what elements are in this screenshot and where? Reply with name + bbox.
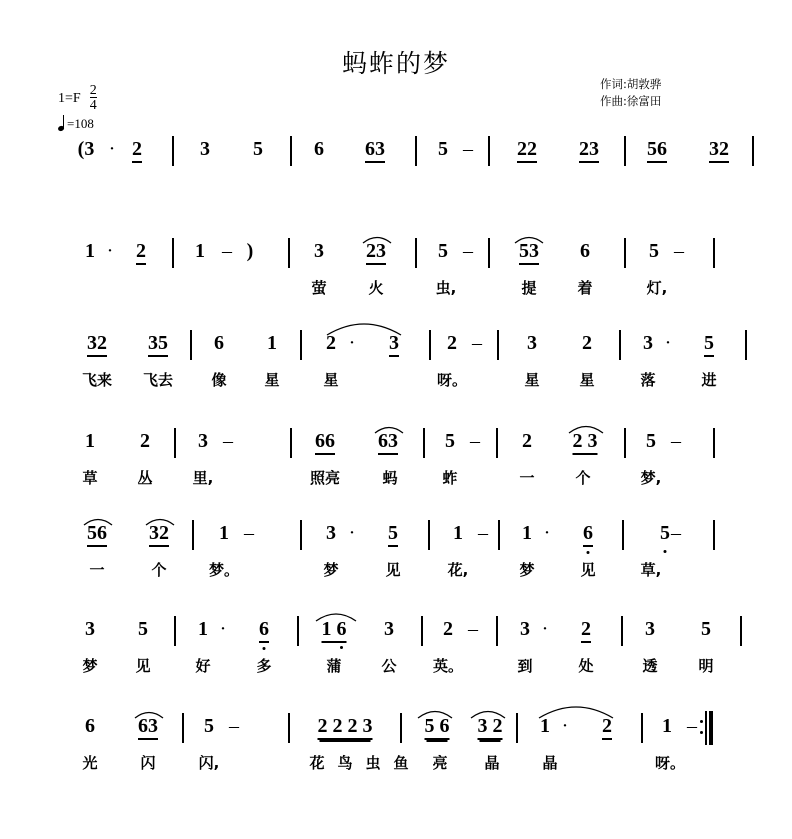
- lyric-syllable: 个: [151, 561, 167, 579]
- lyric-syllable: 蚂: [382, 469, 398, 487]
- lyric-syllable: 草,: [640, 561, 662, 579]
- lyric-syllable: 透: [642, 657, 658, 675]
- lyric-syllable: 梦,: [640, 469, 662, 487]
- lyric-syllable: 一: [519, 469, 535, 487]
- music-system-7: [0, 715, 792, 779]
- lyric-syllable: 明: [698, 657, 714, 675]
- lyric-syllable: 里,: [192, 469, 214, 487]
- lyric-syllable: 公: [381, 657, 397, 675]
- lyric-syllable: 花: [309, 754, 325, 772]
- page-title: 蚂蚱的梦: [341, 49, 450, 78]
- lyric-syllable: 一: [89, 561, 105, 579]
- lyric-syllable: 星: [579, 371, 595, 389]
- lyric-syllable: 鸟: [337, 754, 353, 772]
- lyric-syllable: 蚱: [442, 469, 458, 487]
- lyric-syllable: 见: [580, 561, 596, 579]
- lyric-syllable: 梦: [82, 657, 98, 675]
- lyric-syllable: 像: [211, 371, 227, 389]
- lyric-syllable: 亮: [432, 754, 448, 772]
- music-system-5: [0, 522, 792, 586]
- notes-row-7: 6 63 5 – 2 2 2 3 5 6 3 2 1 · 2 1 –: [0, 715, 792, 753]
- time-signature: [90, 84, 97, 112]
- lyric-syllable: 提: [521, 279, 537, 297]
- lyric-syllable: 着: [577, 279, 593, 297]
- lyric-syllable: 蒲: [326, 657, 342, 675]
- lyric-syllable: 英。: [432, 657, 464, 675]
- quarter-note-icon: [58, 116, 67, 131]
- key-and-tempo-block: [58, 84, 97, 132]
- lyric-syllable: 闪,: [198, 754, 220, 772]
- lyric-syllable: 照亮: [309, 469, 341, 487]
- lyric-syllable: 鱼: [393, 754, 409, 772]
- notes-row-5: 56 32 1 – 3 · 5 1 – 1 · 6 5 –: [0, 522, 792, 560]
- lyrics-row-4: [0, 468, 792, 494]
- lyric-syllable: 好: [195, 657, 211, 675]
- lyric-syllable: 灯,: [646, 279, 668, 297]
- lyric-syllable: 落: [640, 371, 656, 389]
- lyric-syllable: 晶: [542, 754, 558, 772]
- credits: [600, 76, 661, 110]
- lyrics-row-7: [0, 753, 792, 779]
- tempo-marking: [58, 116, 97, 132]
- notes-row-3: 32 35 6 1 2 · 3 2 – 3 2 3 · 5: [0, 332, 792, 370]
- lyric-syllable: 梦。: [208, 561, 240, 579]
- lyric-syllable: 虫: [365, 754, 381, 772]
- lyric-syllable: 花,: [447, 561, 469, 579]
- lyric-syllable: 丛: [137, 469, 153, 487]
- final-repeat-barline: [700, 711, 712, 745]
- lyrics-row-3: [0, 370, 792, 396]
- music-system-3: [0, 332, 792, 396]
- lyrics-row-5: [0, 560, 792, 586]
- key-signature: 1=F: [58, 91, 81, 106]
- lyric-syllable: 光: [82, 754, 98, 772]
- music-system-1: [0, 138, 792, 202]
- lyric-syllable: 处: [578, 657, 594, 675]
- lyric-syllable: 飞来: [81, 371, 113, 389]
- lyric-syllable: 晶: [484, 754, 500, 772]
- lyric-syllable: 星: [264, 371, 280, 389]
- lyrics-row-2: [0, 278, 792, 304]
- lyric-syllable: 飞去: [142, 371, 174, 389]
- lyric-syllable: 梦: [519, 561, 535, 579]
- music-system-6: [0, 618, 792, 682]
- lyric-syllable: 梦: [323, 561, 339, 579]
- music-system-4: [0, 430, 792, 494]
- lyric-syllable: 草: [82, 469, 98, 487]
- lyric-syllable: 星: [323, 371, 339, 389]
- lyric-syllable: 到: [517, 657, 533, 675]
- notes-row-1: (3 · 2 3 5 6 63 5 – 22 23 56 32: [0, 138, 792, 176]
- notes-row-2: 1 · 2 1 – ) 3 23 5 – 53 6 5 –: [0, 240, 792, 278]
- lyric-syllable: 进: [701, 371, 717, 389]
- notes-row-6: 3 5 1 · 6 1 6 3 2 – 3 · 2 3 5: [0, 618, 792, 656]
- lyric-syllable: 虫,: [435, 279, 457, 297]
- lyrics-row-1: [0, 176, 792, 202]
- notes-row-4: 1 2 3 – 66 63 5 – 2 2 3 5 –: [0, 430, 792, 468]
- lyrics-row-6: [0, 656, 792, 682]
- lyric-syllable: 闪: [140, 754, 156, 772]
- lyric-syllable: 星: [524, 371, 540, 389]
- composer-credit: 作曲:徐富田: [600, 94, 662, 108]
- meter-denominator: 4: [89, 98, 97, 113]
- lyric-syllable: 呀。: [436, 371, 468, 389]
- music-system-2: [0, 240, 792, 304]
- lyricist-credit: 作词:胡敦骅: [600, 77, 662, 91]
- lyric-syllable: 萤: [311, 279, 327, 297]
- lyric-syllable: 火: [368, 279, 384, 297]
- lyric-syllable: 见: [135, 657, 151, 675]
- lyric-syllable: 多: [256, 657, 272, 675]
- lyric-syllable: 个: [575, 469, 591, 487]
- meter-numerator: 2: [89, 83, 97, 98]
- tempo-value: =108: [67, 116, 94, 131]
- lyric-syllable: 呀。: [654, 754, 686, 772]
- lyric-syllable: 见: [385, 561, 401, 579]
